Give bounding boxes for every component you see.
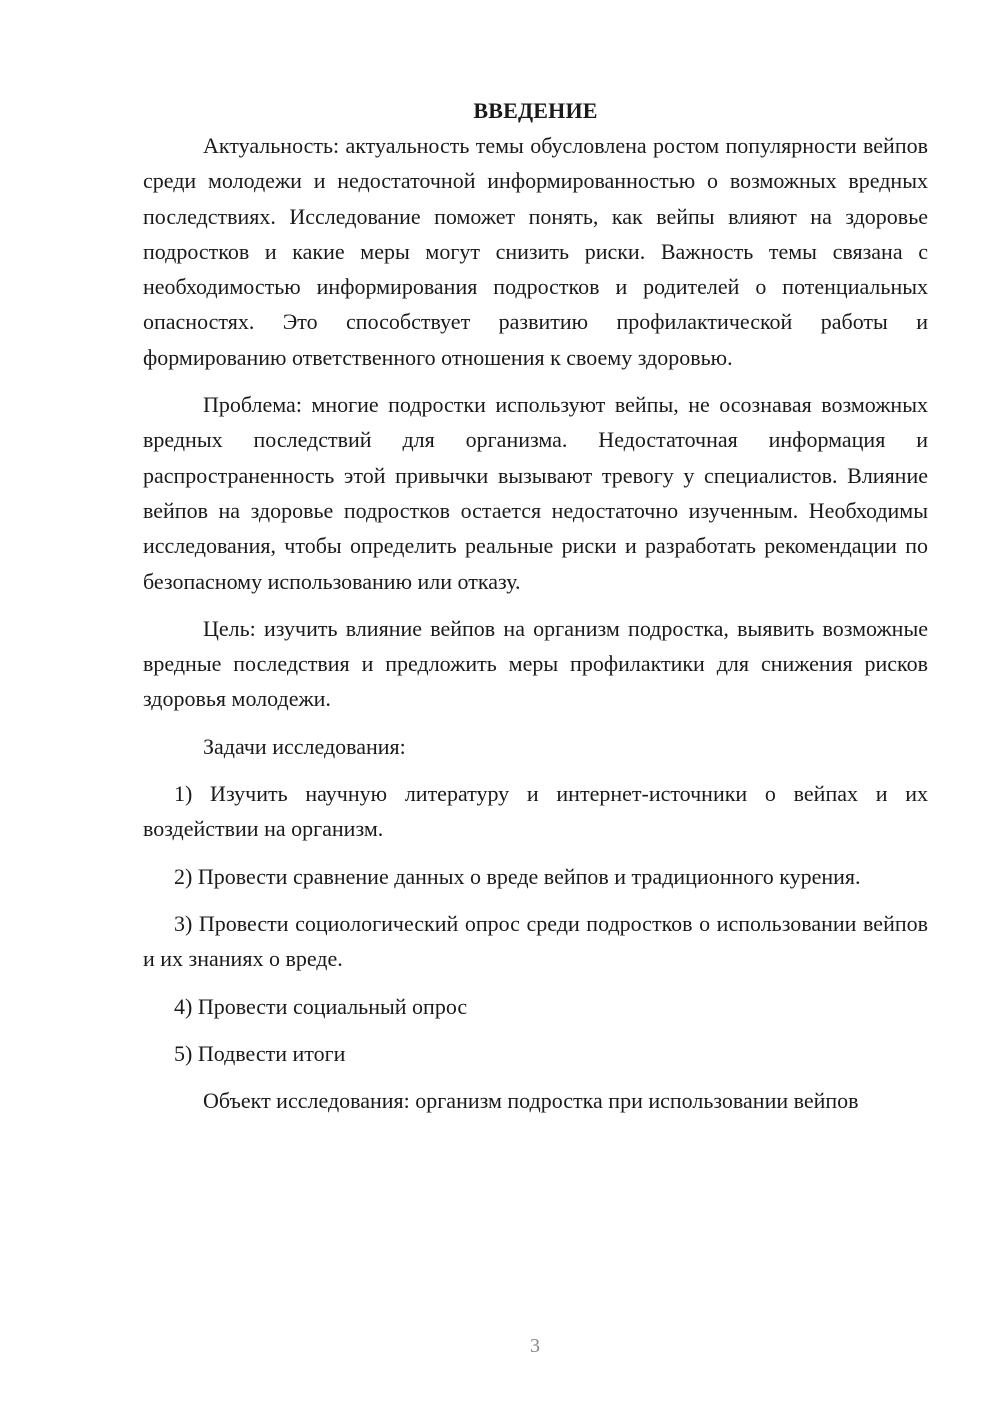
- page-number: 3: [530, 1335, 540, 1357]
- page-content: [143, 94, 928, 1118]
- object-paragraph: Объект исследования: организм подростка при использовании вейпов: [203, 1088, 859, 1114]
- task-item-4: 4) Провести социальный опрос: [174, 993, 468, 1019]
- goal-paragraph: Цель: изучить влияние вейпов на организм подростка, выявить возможные вредные последствия и предложить меры профилактики для снижения рисков здоровья молодежи.: [143, 615, 928, 712]
- task-item-5: 5) Подвести итоги: [174, 1040, 346, 1066]
- task-item-1: 1) Изучить научную литературу и интернет-источники о вейпах и их воздействии на организм.: [143, 781, 928, 842]
- task-item-3: 3) Провести социологический опрос среди подростков о использовании вейпов и их знаниях о вреде.: [143, 910, 928, 972]
- page-title: ВВЕДЕНИЕ: [473, 98, 598, 123]
- task-item-2: 2) Провести сравнение данных о вреде вейпов и традиционного курения.: [174, 863, 861, 889]
- problem-paragraph: Проблема: многие подростки используют вейпы, не осознавая возможных вредных последствий для организма. Недостаточная информация и распространенность этой привычки вызывают тревогу у специалистов. Влияние вейпов на здоровье подростков остается недостаточно изученным. Необходимы исследования, чтобы определить реальные риски и разработать рекомендации по безопасному использованию или отказу.: [143, 392, 928, 594]
- relevance-paragraph: Актуальность: актуальность темы обусловлена ростом популярности вейпов среди молодежи и недостаточной информированностью о возможных вредных последствиях. Исследование поможет понять, как вейпы влияют на здоровье подростков и какие меры могут снизить риски. Важность темы связана с необходимостью информирования подростков и родителей о потенциальных опасностях. Это способствует развитию профилактической работы и формированию ответственного отношения к своему здоровью.: [143, 133, 928, 370]
- tasks-title: Задачи исследования:: [203, 733, 406, 759]
